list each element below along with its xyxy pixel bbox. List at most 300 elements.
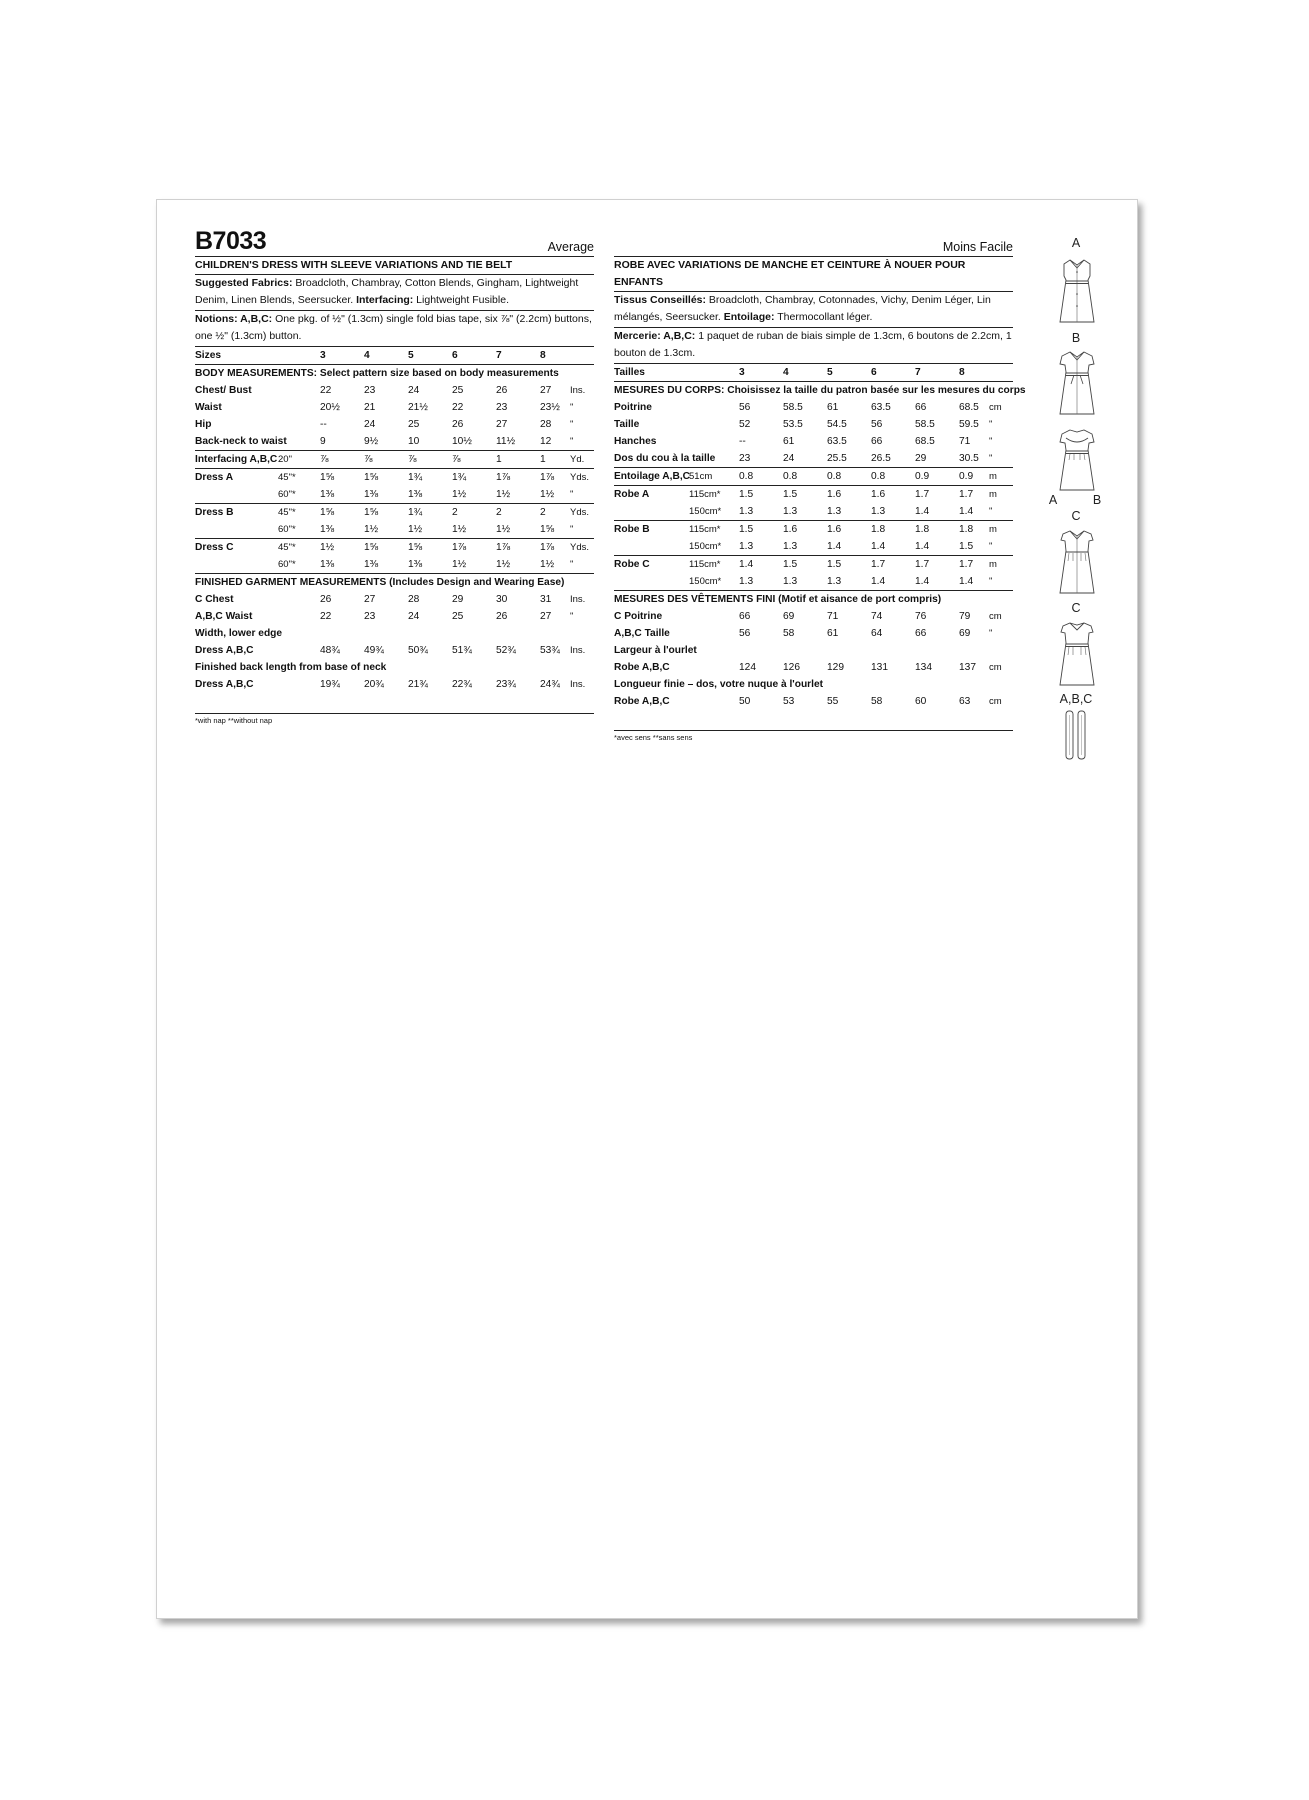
row-value: 1.3 [783, 538, 827, 556]
notions-label: Mercerie: A,B,C: [614, 330, 696, 342]
row-value: 31 [540, 594, 552, 605]
row-value: ⅞ [320, 451, 364, 469]
row-value: 1.6 [783, 524, 798, 535]
row-value: 1.3 [783, 503, 827, 521]
row-value: 10½ [452, 433, 496, 451]
row-value: 1¾ [408, 472, 423, 483]
row-label: Entoilage A,B,C [614, 468, 689, 486]
row-value: 23 [739, 450, 783, 468]
blank-cell [614, 538, 689, 556]
sizes-row [614, 364, 1013, 382]
row-value: 22 [320, 385, 332, 396]
row-value: 51¾ [452, 645, 472, 656]
table-row [614, 608, 1013, 625]
row-value: 0.8 [871, 468, 915, 486]
size-value: 4 [783, 364, 827, 382]
row-unit: " [989, 419, 993, 430]
row-unit: Yd. [570, 451, 594, 469]
blank-cell [195, 486, 278, 504]
notions-paragraph [195, 311, 594, 347]
row-unit: " [989, 450, 1013, 468]
view-label: A [1071, 236, 1081, 250]
table-row [195, 591, 594, 608]
row-value: 1.7 [915, 559, 930, 570]
row-value: 66 [739, 611, 751, 622]
blank-cell [570, 347, 594, 365]
table-row [195, 486, 594, 504]
row-label: Largeur à l'ourlet [614, 645, 697, 656]
row-value: 1⅝ [364, 472, 379, 483]
dress-c-illustration [1054, 525, 1100, 597]
row-label: Waist [195, 402, 222, 413]
fabric-width: 115cm* [689, 524, 721, 535]
row-value: 21¾ [408, 679, 428, 690]
row-label: C Poitrine [614, 611, 663, 622]
row-unit: " [989, 538, 1013, 556]
row-value: 1.7 [959, 489, 974, 500]
fabric-width: 60"* [278, 521, 320, 539]
row-value: 56 [871, 419, 883, 430]
row-value: 52¾ [496, 645, 516, 656]
row-value: 1.5 [739, 489, 754, 500]
row-value: 1⅜ [320, 486, 364, 504]
row-value: 20¾ [364, 679, 384, 690]
row-value: 71 [827, 611, 839, 622]
size-value: 5 [827, 364, 871, 382]
row-label: Longueur finie – dos, votre nuque à l'ourlet [614, 679, 824, 690]
footnote: *with nap **without nap [195, 713, 594, 726]
table-row [195, 382, 594, 399]
row-value: 1 [496, 451, 540, 469]
row-value: 56 [739, 402, 751, 413]
row-value: 1½ [452, 556, 496, 574]
size-value: 4 [364, 347, 408, 365]
row-value: 0.8 [783, 468, 827, 486]
table-row [195, 433, 594, 451]
row-value: 1.3 [739, 503, 783, 521]
view-label: A,B,C [1059, 692, 1093, 706]
row-value: 1⅜ [408, 486, 452, 504]
fabric-width: 150cm* [689, 573, 739, 591]
row-value: 1.5 [783, 489, 798, 500]
blank-cell [689, 364, 739, 382]
row-value: -- [320, 419, 327, 430]
row-value: 1⅜ [320, 521, 364, 539]
size-value: 3 [739, 364, 783, 382]
row-value: 69 [783, 611, 795, 622]
row-value: 124 [739, 662, 756, 673]
pattern-title: ROBE AVEC VARIATIONS DE MANCHE ET CEINTURE À NOUER POUR ENFANTS [614, 257, 1013, 292]
row-value: 1⅝ [364, 542, 379, 553]
fabric-width: 150cm* [689, 538, 739, 556]
row-value: 1.3 [783, 573, 827, 591]
row-label: Back-neck to waist [195, 433, 320, 451]
fabrics-paragraph [614, 292, 1013, 328]
row-value: 68.5 [959, 402, 979, 413]
row-unit: cm [989, 696, 1002, 707]
row-value: 1.6 [871, 489, 886, 500]
table-row [195, 625, 594, 642]
row-value: 1½ [452, 486, 496, 504]
row-value: 1½ [408, 521, 452, 539]
row-value: 24 [364, 419, 376, 430]
section-header-row [614, 382, 1013, 400]
row-unit: m [989, 489, 997, 500]
blank-cell [989, 364, 1013, 382]
dress-label: Robe C [614, 559, 650, 570]
row-label: Dos du cou à la taille [614, 450, 739, 468]
row-value: ⅞ [452, 451, 496, 469]
fabric-width: 45"* [278, 542, 296, 553]
row-value: 29 [915, 450, 959, 468]
row-value: 22 [452, 402, 464, 413]
tie-belt-illustration [1062, 709, 1092, 761]
notions-text: One pkg. of ½" (1.3cm) single fold bias tape, six ⅞" (2.2cm) buttons, one ½" (1.3cm) button. [195, 313, 592, 342]
row-value: 1.4 [871, 538, 915, 556]
row-value: 1.8 [871, 524, 886, 535]
dress-c-back-illustration [1054, 617, 1100, 689]
row-value: 53 [783, 696, 795, 707]
row-unit: " [570, 521, 594, 539]
fabrics-label: Tissus Conseillés: [614, 294, 707, 306]
row-value: 1.6 [827, 489, 842, 500]
table-row [614, 486, 1013, 504]
row-value: 53¾ [540, 645, 560, 656]
table-row [195, 399, 594, 416]
row-label: Taille [614, 419, 640, 430]
row-value: 1.4 [915, 538, 959, 556]
size-value: 8 [959, 364, 989, 382]
french-column [614, 226, 1026, 743]
dress-back-illustration [1054, 424, 1100, 496]
row-unit: Yds. [570, 542, 590, 553]
table-row [195, 416, 594, 433]
row-unit: Yds. [570, 472, 590, 483]
table-row [614, 521, 1013, 539]
row-value: 1.4 [739, 559, 754, 570]
row-value: 26 [496, 385, 508, 396]
row-value: 0.8 [827, 468, 871, 486]
measurement-table [195, 347, 594, 693]
row-value: 29 [452, 594, 464, 605]
row-value: 1.7 [959, 559, 974, 570]
row-value: 64 [871, 628, 883, 639]
row-value: 2 [452, 507, 458, 518]
row-unit: " [989, 436, 993, 447]
row-label: Finished back length from base of neck [195, 662, 387, 673]
row-value: 58 [871, 696, 883, 707]
fabric-width: 51cm [689, 468, 739, 486]
row-value: 1.3 [739, 538, 783, 556]
table-row [195, 676, 594, 693]
table-row [614, 642, 1013, 659]
fabric-width: 150cm* [689, 503, 739, 521]
row-value: 63.5 [871, 402, 891, 413]
dress-b-illustration [1054, 346, 1100, 418]
row-label: C Chest [195, 594, 234, 605]
table-row [614, 676, 1013, 693]
row-value: 1.4 [915, 503, 959, 521]
row-value: 129 [827, 662, 844, 673]
row-value: 25 [408, 419, 420, 430]
row-value: 20½ [320, 402, 340, 413]
row-value: 1⅞ [496, 472, 511, 483]
dress-label: Dress A [195, 472, 234, 483]
fabrics-text: Broadcloth, Chambray, Cotton Blends, Gingham, Lightweight Denim, Linen Blends, Seersucker. [195, 277, 579, 306]
row-value: 53.5 [783, 419, 803, 430]
row-value: 1½ [496, 556, 540, 574]
table-row [614, 416, 1013, 433]
row-value: 25 [452, 385, 464, 396]
interfacing-text: Lightweight Fusible. [413, 294, 509, 306]
dress-label: Dress B [195, 507, 234, 518]
row-value: 52 [739, 419, 751, 430]
row-unit: " [989, 628, 993, 639]
view-label: C [1071, 601, 1081, 615]
view-label: B [1092, 493, 1102, 507]
row-value: 11½ [496, 433, 540, 451]
difficulty-label: Average [547, 240, 594, 254]
section-header-row [195, 365, 594, 383]
row-value: 1.4 [959, 503, 989, 521]
fabric-width: 45"* [278, 507, 296, 518]
fabric-width: 60"* [278, 556, 320, 574]
fabric-width: 20" [278, 451, 320, 469]
row-value: 63.5 [827, 436, 847, 447]
row-value: 1.7 [915, 489, 930, 500]
row-value: 49¾ [364, 645, 384, 656]
row-unit: m [989, 559, 997, 570]
row-value: 0.9 [915, 468, 959, 486]
row-label: A,B,C Waist [195, 611, 253, 622]
row-value: 66 [871, 436, 883, 447]
row-value: 30.5 [959, 450, 989, 468]
row-value: 56 [739, 628, 751, 639]
row-value: 10 [408, 433, 452, 451]
row-unit: cm [989, 611, 1002, 622]
row-unit: cm [989, 662, 1002, 673]
row-value: 1.5 [827, 559, 842, 570]
interfacing-label: Entoilage: [723, 311, 775, 323]
row-value: 21½ [408, 402, 428, 413]
row-value: 1.4 [915, 573, 959, 591]
table-row [614, 556, 1013, 574]
row-value: 1⅞ [540, 542, 555, 553]
pattern-title: CHILDREN'S DRESS WITH SLEEVE VARIATIONS AND TIE BELT [195, 257, 594, 275]
row-value: 9½ [364, 433, 408, 451]
row-value: 22¾ [452, 679, 472, 690]
row-value: 68.5 [915, 436, 935, 447]
row-value: 1½ [540, 486, 570, 504]
row-value: 2 [496, 507, 502, 518]
view-label: C [1071, 509, 1081, 523]
size-value: 7 [915, 364, 959, 382]
size-value: 6 [452, 347, 496, 365]
row-unit: Ins. [570, 594, 586, 605]
interfacing-row [614, 468, 1013, 486]
table-row [614, 693, 1013, 710]
row-value: 26.5 [871, 450, 915, 468]
row-value: 74 [871, 611, 883, 622]
pattern-envelope-page [156, 199, 1138, 1619]
fabrics-paragraph [195, 275, 594, 311]
notions-label: Notions: A,B,C: [195, 313, 273, 325]
table-row [195, 504, 594, 522]
header [614, 226, 1013, 257]
size-value: 8 [540, 347, 570, 365]
table-row [614, 399, 1013, 416]
row-value: 79 [959, 611, 971, 622]
section-header-row [195, 574, 594, 592]
table-row [195, 469, 594, 487]
row-value: 1.8 [959, 524, 974, 535]
row-value: 30 [496, 594, 508, 605]
row-value: 1.5 [783, 559, 798, 570]
row-value: 1⅝ [364, 507, 379, 518]
row-value: 1⅞ [540, 472, 555, 483]
row-label: Hanches [614, 436, 657, 447]
english-column [195, 226, 594, 726]
row-value: 71 [959, 436, 971, 447]
row-value: 28 [408, 594, 420, 605]
fabrics-text: Broadcloth, Chambray, Cotonnades, Vichy, Denim Léger, Lin mélangés, Seersucker. [614, 294, 991, 323]
row-value: 1¾ [452, 472, 467, 483]
table-row [195, 642, 594, 659]
row-value: 1 [540, 451, 570, 469]
size-value: 3 [320, 347, 364, 365]
row-value: 58.5 [783, 402, 803, 413]
row-value: 24 [408, 611, 420, 622]
row-value: 1⅝ [320, 472, 335, 483]
row-unit: " [989, 503, 1013, 521]
section-header-row [614, 591, 1013, 609]
row-value: 26 [496, 611, 508, 622]
row-unit: " [570, 433, 594, 451]
row-value: 26 [320, 594, 332, 605]
row-value: 1.4 [871, 573, 915, 591]
row-unit: " [570, 611, 574, 622]
row-value: 131 [871, 662, 888, 673]
row-value: 27 [496, 419, 508, 430]
row-unit: " [570, 556, 594, 574]
section-header: MESURES DU CORPS: Choisissez la taille du patron basée sur les mesures du corps [614, 385, 1026, 396]
row-value: 69 [959, 628, 971, 639]
row-value: 2 [540, 507, 546, 518]
row-value: 1.3 [871, 503, 915, 521]
row-unit: Yds. [570, 507, 590, 518]
difficulty-label: Moins Facile [942, 240, 1013, 254]
row-value: 23½ [540, 402, 560, 413]
row-value: 1.8 [915, 524, 930, 535]
table-row [195, 521, 594, 539]
row-value: 58.5 [915, 419, 935, 430]
row-label: Robe A,B,C [614, 696, 670, 707]
row-unit: cm [989, 402, 1002, 413]
row-unit: Ins. [570, 679, 586, 690]
row-value: 28 [540, 419, 552, 430]
row-value: 137 [959, 662, 976, 673]
row-value: 1.7 [871, 559, 886, 570]
row-value: 1.5 [739, 524, 754, 535]
row-value: 27 [540, 385, 552, 396]
row-value: 23¾ [496, 679, 516, 690]
row-value: 1.3 [739, 573, 783, 591]
row-value: 19¾ [320, 679, 340, 690]
pattern-number: B7033 [195, 227, 267, 255]
row-unit: Ins. [570, 385, 586, 396]
row-value: 1⅜ [320, 556, 364, 574]
row-label: Robe A,B,C [614, 662, 670, 673]
table-row [614, 538, 1013, 556]
row-value: 1.4 [827, 538, 871, 556]
row-value: ⅞ [364, 451, 408, 469]
table-row [195, 556, 594, 574]
row-value: 1⅜ [364, 486, 408, 504]
table-row [195, 539, 594, 557]
row-unit: " [570, 419, 574, 430]
row-value: 1.6 [827, 524, 842, 535]
row-value: 1.3 [827, 503, 871, 521]
row-value: 1¾ [408, 507, 423, 518]
row-value: 63 [959, 696, 971, 707]
row-value: 25.5 [827, 450, 871, 468]
blank-cell [195, 556, 278, 574]
row-value: 50 [739, 696, 751, 707]
table-row [614, 433, 1013, 450]
row-value: 1.4 [959, 573, 989, 591]
row-value: 1⅜ [364, 556, 408, 574]
row-unit: m [989, 468, 1013, 486]
row-value: 59.5 [959, 419, 979, 430]
row-value: 25 [452, 611, 464, 622]
row-value: 1½ [496, 486, 540, 504]
row-value: 21 [364, 402, 376, 413]
row-value: 23 [496, 402, 508, 413]
row-value: 1⅜ [408, 556, 452, 574]
notions-paragraph [614, 328, 1013, 364]
section-header: MESURES DES VÊTEMENTS FINI (Motif et aisance de port compris) [614, 594, 942, 605]
row-value: 134 [915, 662, 932, 673]
blank-cell [614, 503, 689, 521]
section-header: FINISHED GARMENT MEASUREMENTS (Includes Design and Wearing Ease) [195, 577, 565, 588]
fabric-width: 60"* [278, 486, 320, 504]
dress-a-illustration [1054, 254, 1100, 326]
row-value: 1⅝ [408, 542, 423, 553]
size-value: 5 [408, 347, 452, 365]
row-value: 48¾ [320, 645, 340, 656]
row-unit: " [570, 486, 594, 504]
row-value: 0.8 [739, 468, 783, 486]
row-unit: Ins. [570, 645, 586, 656]
row-value: 76 [915, 611, 927, 622]
notions-text: 1 paquet de ruban de biais simple de 1.3cm, 6 boutons de 2.2cm, 1 bouton de 1.3cm. [614, 330, 1012, 359]
row-value: 60 [915, 696, 927, 707]
row-value: 1½ [496, 521, 540, 539]
row-value: 126 [783, 662, 800, 673]
view-label: B [1071, 331, 1081, 345]
row-label: Chest/ Bust [195, 385, 252, 396]
row-label: Interfacing A,B,C [195, 451, 278, 469]
fabric-width: 115cm* [689, 559, 721, 570]
header [195, 226, 594, 257]
row-value: 27 [540, 611, 552, 622]
row-label: Dress A,B,C [195, 679, 254, 690]
table-row [614, 450, 1013, 468]
measurement-table [614, 364, 1026, 710]
row-value: 24¾ [540, 679, 560, 690]
row-value: 1½ [320, 542, 335, 553]
sizes-row [195, 347, 594, 365]
